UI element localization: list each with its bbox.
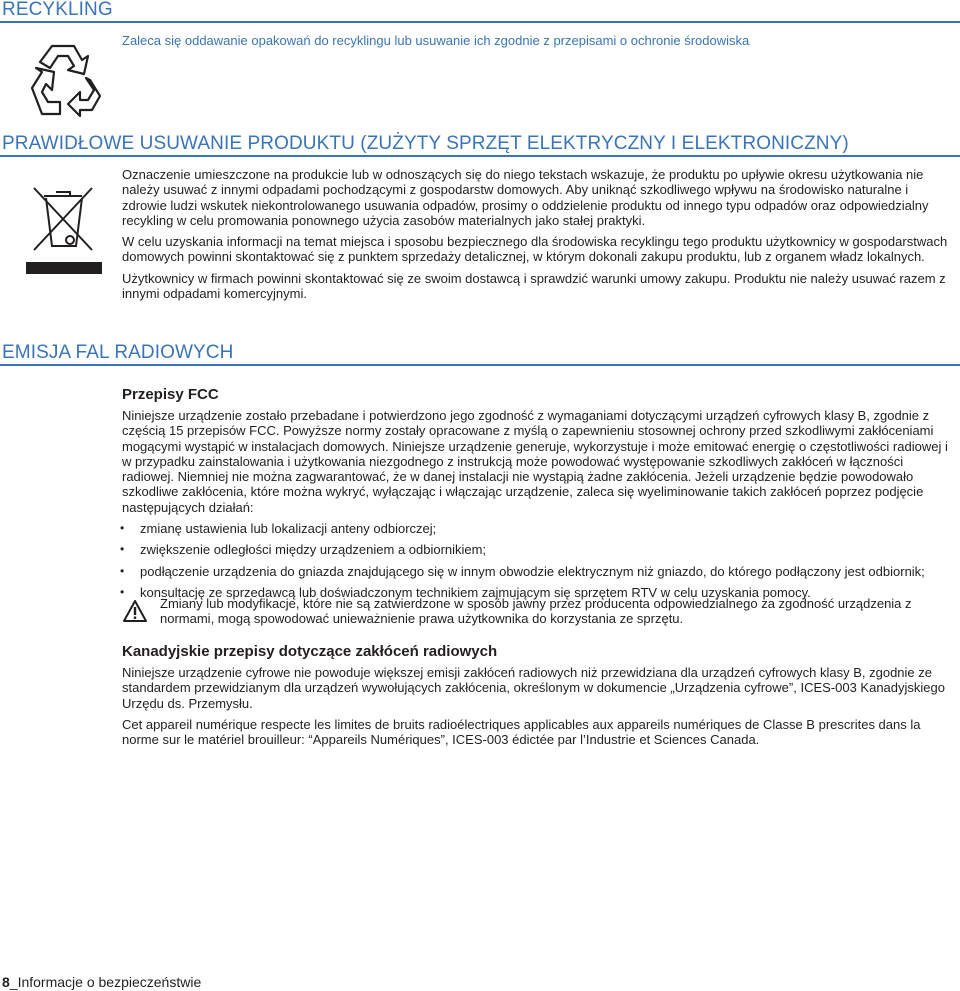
recycling-heading: RECYKLING [2,0,113,20]
fcc-title: Przepisy FCC [122,386,219,403]
list-item: • zmianę ustawienia lub lokalizacji anteny odbiorczej; [98,521,954,536]
canada-body [122,665,954,747]
weee-paragraph: Użytkownicy w firmach powinni skontaktować się ze swoim dostawcą i sprawdzić warunki umowy zakupu. Produktu nie należy usuwać razem z innymi odpadami komercyjnymi. [122,270,946,302]
canada-paragraph: Niniejsze urządzenie cyfrowe nie powoduje większej emisji zakłóceń radiowych niż przewidziana dla urządzeń cyfrowych klasy B, zgodnie ze standardem przewidzianym dla urządzeń wywołujących zakłócenia, określonym w dokumencie „Urządzenia cyfrowe”, ICES-003 Kanadyjskiego Urzędu ds. Przemysłu. [122,665,945,711]
list-item: • podłączenie urządzenia do gniazda znajdującego się w innym obwodzie elektrycznym niż gniazdo, do którego podłączony jest odbiornik; [98,564,954,579]
list-item: • konsultację ze sprzedawcą lub doświadczonym technikiem zajmującym się sprzętem RTV w celu uzyskania pomocy. [98,585,954,600]
canada-title: Kanadyjskie przepisy dotyczące zakłóceń radiowych [122,643,498,660]
weee-heading: PRAWIDŁOWE USUWANIE PRODUKTU (ZUŻYTY SPRZĘT ELEKTRYCZNY I ELEKTRONICZNY) [2,133,849,154]
footer-section: _Informacje o bezpieczeństwie [9,974,202,990]
section-divider [0,155,960,157]
section-divider [0,21,960,23]
warning-text: Zmiany lub modyfikacje, które nie są zatwierdzone w sposób jawny przez producenta odpowiedzialnego za zgodność urządzenia z normami, mogą spowodować unieważnienie prawa użytkownika do korzystania ze sprzętu. [160,596,912,627]
recycling-intro: Zaleca się oddawanie opakowań do recyklingu lub usuwanie ich zgodnie z przepisami o ochronie środowiska [122,33,750,48]
fcc-bullet-list [98,521,954,600]
fcc-paragraph: Niniejsze urządzenie zostało przebadane i potwierdzono jego zgodność z wymaganiami dotyczącymi urządzeń cyfrowych klasy B, zgodnie z częścią 15 przepisów FCC. Powyższe normy zostały opracowane z myślą o zapewnieniu stosownej ochrony przed szkodliwymi zakłóceniami mogącymi wystąpić w instalacjach domowych. Niniejsze urządzenie generuje, wykorzystuje i może emitować energię o częstotliwości radiowej i w przypadku zainstalowania i użytkowania niezgodnego z instrukcją może powodować występowanie szkodliwych zakłóceń w łączności radiowej. Niemniej nie można zagwarantować, że w danej instalacji nie wystąpią żadne zakłócenia. Jeżeli urządzenie będzie powodowało szkodliwe zakłócenia, które można wykryć, wyłączając i włączając urządzenie, zaleca się wyeliminowanie takich zakłóceń poprzez podjęcie następujących działań: [122,408,948,515]
recycle-icon [24,38,104,118]
weee-paragraph: Oznaczenie umieszczone na produkcie lub w odnoszących się do niego tekstach wskazuje, że produktu po upływie okresu użytkowania nie należy usuwać z innymi odpadami pochodzącymi z gospodarstw domowych. Aby uniknąć szkodliwego wpływu na środowisko naturalne i zdrowie ludzi wskutek niekontrolowanego usuwania odpadów, prosimy o oddzielenie produktu od innego typu odpadów oraz odpowiedzialny recykling w celu promowania ponownego użycia zasobów materialnych jako stałej praktyki. [122,167,929,228]
section-divider [0,364,960,366]
radio-heading: EMISJA FAL RADIOWYCH [2,342,234,363]
canada-paragraph: Cet appareil numérique respecte les limites de bruits radioélectriques applicables aux appareils numériques de Classe B prescrites dans la norme sur le matériel brouilleur: “Appareils Numériques”, ICES-003 édictée par l’Industrie et Sciences Canada. [122,716,921,748]
crossed-bin-icon [26,182,102,276]
fcc-body [122,408,954,606]
page-footer [2,974,201,990]
weee-body [122,167,954,301]
warning-icon [122,599,148,623]
weee-paragraph: W celu uzyskania informacji na temat miejsca i sposobu bezpiecznego dla środowiska recyklingu tego produktu użytkownicy w gospodarstwach domowych powinni skontaktować się z punktem sprzedaży detalicznej, w którym dokonali zakupu produktu, lub z organem władz lokalnych. [122,234,948,265]
list-item: • zwiększenie odległości między urządzeniem a odbiornikiem; [98,542,954,557]
page-number: 8 [2,974,10,990]
